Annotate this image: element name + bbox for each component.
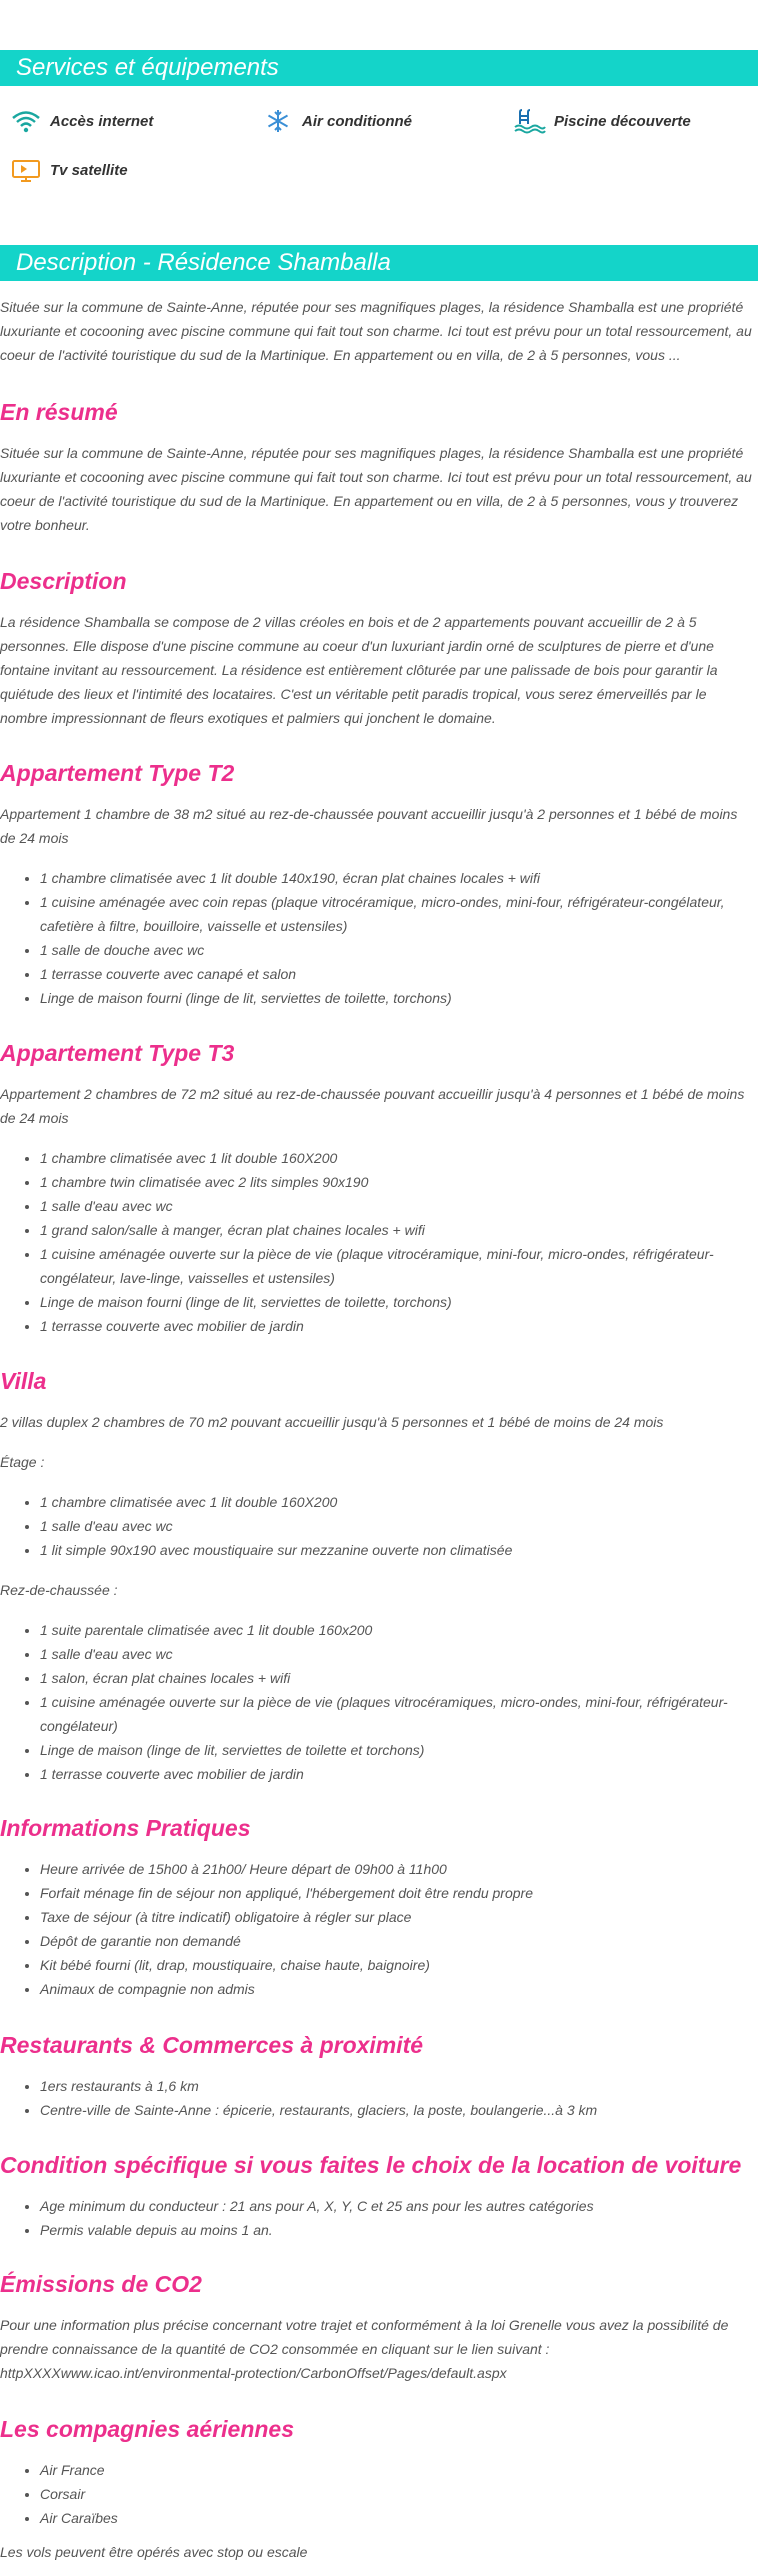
list-item: • 1 chambre twin climatisée avec 2 lits simples 90x190 [40,1170,752,1194]
list-item: • Dépôt de garantie non demandé [40,1929,752,1953]
list-item: • Air France [40,2458,752,2482]
villa-heading: Villa [0,1368,47,1394]
list-item: • 1 terrasse couverte avec canapé et salon [40,962,752,986]
list-item: • Forfait ménage fin de séjour non appliqué, l'hébergement doit être rendu propre [40,1881,752,1905]
list-item: • 1 chambre climatisée avec 1 lit double 160X200 [40,1146,752,1170]
list-item: • 1 salle d'eau avec wc [40,1194,752,1218]
t3-text: Appartement 2 chambres de 72 m2 situé au rez-de-chaussée pouvant accueillir jusqu'à 4 personnes et 1 bébé de moins de 24 mois [0,1086,745,1126]
t3-list [0,1146,752,1338]
list-item: • Kit bébé fourni (lit, drap, moustiquaire, chaise haute, baignoire) [40,1953,752,1977]
t2-text: Appartement 1 chambre de 38 m2 situé au rez-de-chaussée pouvant accueillir jusqu'à 2 personnes et 1 bébé de moins de 24 mois [0,806,738,846]
co2-text: Pour une information plus précise concernant votre trajet et conformément à la loi Grenelle vous avez la possibilité de prendre connaissance de la quantité de CO2 consommée en cliquant sur le lien suivant : httpXXXXwww.icao.int/environmental-protection/CarbonOffset/Pages/default.aspx [0,2317,729,2381]
voiture-list [0,2194,752,2242]
list-item: • Linge de maison fourni (linge de lit, serviettes de toilette, torchons) [40,986,752,1010]
service-pool [514,108,691,134]
list-item: • Animaux de compagnie non admis [40,1977,752,2001]
list-item: • 1 cuisine aménagée avec coin repas (plaque vitrocéramique, micro-ondes, mini-four, réfrigérateur-congélateur, cafetière à filtre, bouilloire, vaisselle et ustensiles) [40,890,752,938]
description-text: La résidence Shamballa se compose de 2 villas créoles en bois et de 2 appartements pouvant accueillir de 2 à 5 personnes. Elle dispose d'une piscine commune au coeur d'un luxuriant jardin orné de sculptures de pierre et d'une fontaine invitant au ressourcement. La résidence est entièrement clôturée par une palissade de bois pour garantir la quiétude des lieux et l'intimité des locataires. C'est un véritable petit paradis tropical, vous serez émerveillés par le nombre impressionnant de fleurs exotiques et palmiers qui jonchent le domaine. [0,614,718,726]
list-item: • 1 chambre climatisée avec 1 lit double 140x190, écran plat chaines locales + wifi [40,866,752,890]
t2-heading: Appartement Type T2 [0,760,235,786]
villa-rdc-label: Rez-de-chaussée : [0,1582,118,1598]
t2-list [0,866,752,1010]
service-tv [10,157,128,183]
services-banner [0,50,758,86]
list-item: • 1 lit simple 90x190 avec moustiquaire sur mezzanine ouverte non climatisée [40,1538,752,1562]
infos-heading: Informations Pratiques [0,1815,251,1841]
villa-text: 2 villas duplex 2 chambres de 70 m2 pouvant accueillir jusqu'à 5 personnes et 1 bébé de moins de 24 mois [0,1414,664,1430]
service-label: Air conditionné [302,112,412,130]
services-title: Services et équipements [16,54,279,81]
resume-heading: En résumé [0,399,118,425]
list-item: • 1 cuisine aménagée ouverte sur la pièce de vie (plaque vitrocéramique, mini-four, micro-ondes, réfrigérateur-congélateur, lave-linge, vaisselles et ustensiles) [40,1242,752,1290]
list-item: • Taxe de séjour (à titre indicatif) obligatoire à régler sur place [40,1905,752,1929]
list-item: • Air Caraïbes [40,2506,752,2530]
service-internet [10,108,153,134]
list-item: • Corsair [40,2482,752,2506]
list-item: • Centre-ville de Sainte-Anne : épicerie, restaurants, glaciers, la poste, boulangerie...à 3 km [40,2098,752,2122]
villa-etage-list [0,1490,752,1562]
list-item: • 1ers restaurants à 1,6 km [40,2074,752,2098]
service-label: Tv satellite [50,161,128,179]
restaurants-heading: Restaurants & Commerces à proximité [0,2032,424,2058]
list-item: • 1 terrasse couverte avec mobilier de jardin [40,1762,752,1786]
list-item: • 1 terrasse couverte avec mobilier de jardin [40,1314,752,1338]
list-item: • 1 salle d'eau avec wc [40,1514,752,1538]
list-item: • Age minimum du conducteur : 21 ans pour A, X, Y, C et 25 ans pour les autres catégories [40,2194,752,2218]
voiture-heading: Condition spécifique si vous faites le choix de la location de voiture [0,2152,742,2178]
wifi-icon [10,108,42,134]
description-banner-title: Description - Résidence Shamballa [16,249,391,276]
list-item: • 1 salle d'eau avec wc [40,1642,752,1666]
list-item: • Linge de maison fourni (linge de lit, serviettes de toilette, torchons) [40,1290,752,1314]
compagnies-footer: Les vols peuvent être opérés avec stop ou escale [0,2544,308,2560]
service-label: Accès internet [50,112,154,130]
list-item: • Permis valable depuis au moins 1 an. [40,2218,752,2242]
description-banner [0,245,758,281]
infos-list [0,1857,752,2001]
list-item: • 1 grand salon/salle à manger, écran plat chaines locales + wifi [40,1218,752,1242]
service-aircon [262,108,412,134]
resume-text: Située sur la commune de Sainte-Anne, réputée pour ses magnifiques plages, la résidence Shamballa est une propriété luxuriante et cocooning avec piscine commune qui fait tout son charme. Ici tout est prévu pour un total ressourcement, au coeur de l'activité touristique du sud de la Martinique. En appartement ou en villa, de 2 à 5 personnes, vous y trouverez votre bonheur. [0,445,752,533]
list-item: • 1 suite parentale climatisée avec 1 lit double 160x200 [40,1618,752,1642]
villa-etage-label: Étage : [0,1454,45,1470]
intro-text: Située sur la commune de Sainte-Anne, réputée pour ses magnifiques plages, la résidence Shamballa est une propriété luxuriante et cocooning avec piscine commune qui fait tout son charme. Ici tout est prévu pour un total ressourcement, au coeur de l'activité touristique du sud de la Martinique. En appartement ou en villa, de 2 à 5 personnes, vous ... [0,299,752,363]
tv-icon [10,157,42,183]
list-item: • 1 salle de douche avec wc [40,938,752,962]
compagnies-list [0,2458,752,2530]
list-item: • 1 chambre climatisée avec 1 lit double 160X200 [40,1490,752,1514]
pool-icon [514,108,546,134]
compagnies-heading: Les compagnies aériennes [0,2416,295,2442]
restaurants-list [0,2074,752,2122]
list-item: • Linge de maison (linge de lit, serviettes de toilette et torchons) [40,1738,752,1762]
list-item: • 1 cuisine aménagée ouverte sur la pièce de vie (plaques vitrocéramiques, micro-ondes, mini-four, réfrigérateur-congélateur) [40,1690,752,1738]
co2-heading: Émissions de CO2 [0,2271,202,2297]
description-heading: Description [0,568,127,594]
snowflake-icon [262,108,294,134]
list-item: • Heure arrivée de 15h00 à 21h00/ Heure départ de 09h00 à 11h00 [40,1857,752,1881]
t3-heading: Appartement Type T3 [0,1040,235,1066]
list-item: • 1 salon, écran plat chaines locales + wifi [40,1666,752,1690]
service-label: Piscine découverte [554,112,691,130]
villa-rdc-list [0,1618,752,1786]
